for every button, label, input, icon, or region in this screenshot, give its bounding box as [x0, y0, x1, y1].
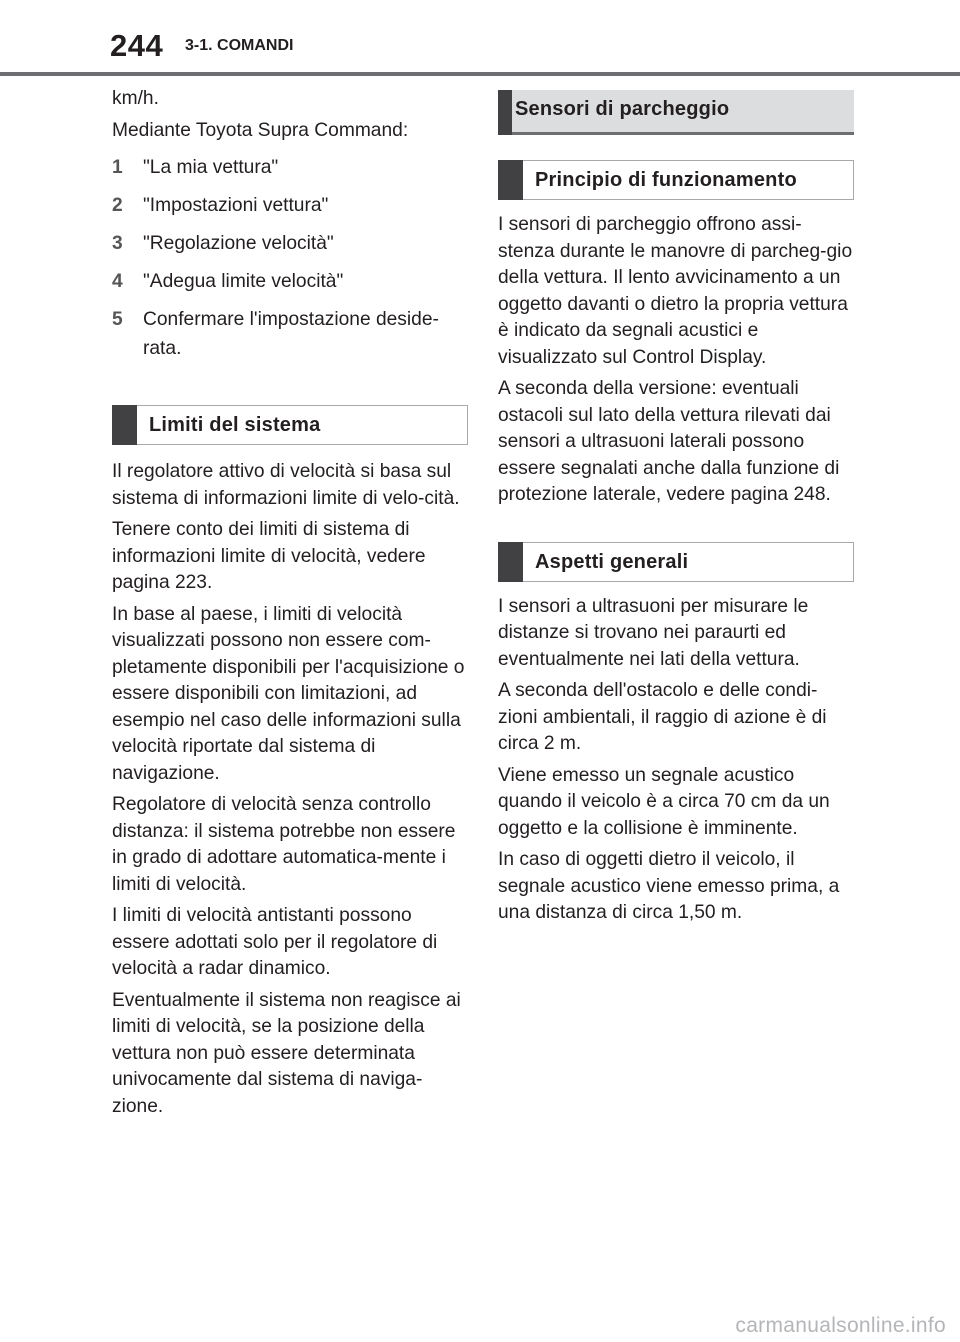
right-column	[498, 90, 854, 932]
step-item	[112, 305, 468, 363]
paragraph: In base al paese, i limiti di velocità visualizzati possono non essere com-pletamente disponibili per l'acquisizione o essere disponibili con limitazioni, ad esempio nel caso delle informazioni sulla velocità riportate dal sistema di navigazione.	[112, 603, 465, 784]
paragraph: A seconda dell'ostacolo e delle condi-zioni ambientali, il raggio di azione è di circa 2 m.	[498, 680, 827, 754]
step-text: Confermare l'impostazione deside-rata.	[143, 309, 439, 359]
paragraph: A seconda della versione: eventuali ostacoli sul lato della vettura rilevati dai sensori a ultrasuoni laterali possono essere segnalati anche dalla funzione di protezione laterale, vedere pagina 248.	[498, 378, 840, 505]
section-banner	[498, 90, 854, 135]
step-number: 1	[112, 157, 123, 178]
step-text: "La mia vettura"	[143, 157, 279, 178]
step-item	[112, 191, 468, 220]
step-number: 4	[112, 271, 123, 292]
section-label: 3-1. COMANDI	[185, 37, 294, 54]
paragraph: Regolatore di velocità senza controllo distanza: il sistema potrebbe non essere in grado di adottare automatica-mente i limiti di velocità.	[112, 794, 456, 895]
step-item	[112, 267, 468, 296]
heading-aspetti-generali	[498, 542, 854, 582]
heading-title: Limiti del sistema	[149, 414, 321, 436]
paragraph: Mediante Toyota Supra Command:	[112, 119, 409, 141]
paragraph: In caso di oggetti dietro il veicolo, il segnale acustico viene emesso prima, a una distanza di circa 1,50 m.	[498, 849, 840, 923]
header-rule	[0, 72, 960, 76]
step-text: "Regolazione velocità"	[143, 233, 334, 254]
heading-marker	[498, 160, 523, 200]
step-number: 2	[112, 195, 123, 216]
page-number: 244	[110, 28, 164, 63]
paragraph: Eventualmente il sistema non reagisce ai limiti di velocità, se la posizione della vettura non può essere determinata univocamente dal sistema di naviga-zione.	[112, 989, 461, 1117]
paragraph: Il regolatore attivo di velocità si basa sul sistema di informazioni limite di velo-cità.	[112, 461, 460, 509]
left-column	[112, 86, 468, 1125]
step-text: "Impostazioni vettura"	[143, 195, 329, 216]
paragraph: I sensori a ultrasuoni per misurare le distanze si trovano nei paraurti ed eventualmente nei lati della vettura.	[498, 595, 809, 670]
heading-marker	[498, 542, 523, 582]
paragraph: Viene emesso un segnale acustico quando il veicolo è a circa 70 cm da un oggetto e la collisione è imminente.	[498, 764, 830, 839]
step-number: 3	[112, 233, 123, 254]
page-header	[0, 0, 960, 76]
step-number: 5	[112, 309, 123, 330]
step-text: "Adegua limite velocità"	[143, 271, 344, 292]
banner-marker	[498, 90, 512, 135]
step-item	[112, 229, 468, 258]
banner-title: Sensori di parcheggio	[515, 98, 730, 120]
watermark: carmanualsonline.info	[735, 1314, 946, 1337]
heading-principio-di-funzionamento	[498, 160, 854, 200]
paragraph: I limiti di velocità antistanti possono essere adottati solo per il regolatore di velocità a radar dinamico.	[112, 905, 438, 979]
paragraph: km/h.	[112, 88, 159, 109]
heading-title: Aspetti generali	[535, 550, 689, 573]
heading-title: Principio di funzionamento	[535, 169, 797, 191]
step-item	[112, 153, 468, 182]
heading-marker	[112, 405, 137, 445]
paragraph: I sensori di parcheggio offrono assi-stenza durante le manovre di parcheg-gio della vettura. Il lento avvicinamento a un oggetto davanti o dietro la propria vettura è indicato da segnali acustici e visualizzato sul Control Display.	[498, 214, 853, 368]
paragraph: Tenere conto dei limiti di sistema di informazioni limite di velocità, vedere pagina 223.	[112, 519, 426, 593]
heading-limiti-del-sistema	[112, 405, 468, 445]
